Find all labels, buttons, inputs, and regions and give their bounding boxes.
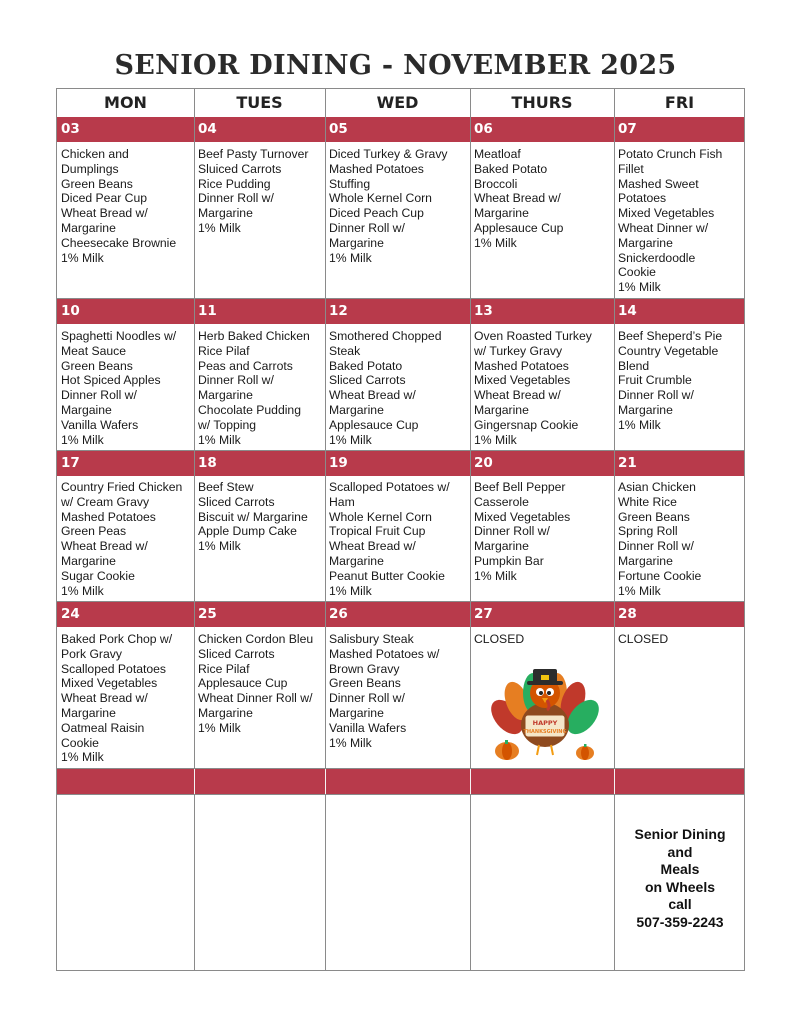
menu-item: Dumplings [61, 161, 119, 176]
menu-item: Margarine [198, 206, 253, 221]
menu-item: Rice Pilaf [198, 343, 250, 358]
menu-item: Chicken Cordon Bleu [198, 632, 314, 646]
closed-label: CLOSED [474, 632, 525, 646]
menu-item: 1% Milk [198, 220, 241, 235]
menu-item: Beef Bell Pepper [474, 480, 566, 494]
contact-line: Meals [660, 861, 700, 878]
menu-item: Margarine [198, 705, 253, 720]
menu-item: Margarine [61, 705, 116, 720]
menu-item: Mashed Potatoes [329, 161, 424, 176]
menu-item: Herb Baked Chicken [198, 329, 310, 343]
menu-item: Wheat Dinner w/ [618, 220, 709, 235]
contact-line: call [668, 896, 692, 913]
menu-item: Country Vegetable [618, 343, 719, 358]
menu-item: Dinner Roll w/ [198, 191, 274, 206]
weekday-header-row [57, 89, 744, 118]
menu-item: Cookie [61, 735, 99, 750]
row-divider [57, 298, 744, 299]
menu-item: Mashed Potatoes w/ [329, 646, 440, 661]
day-number: 12 [329, 303, 348, 319]
day-number: 25 [198, 606, 217, 622]
menu-item: Margarine [198, 388, 253, 403]
menu-item: Spaghetti Noodles w/ [61, 329, 177, 343]
menu-item: Asian Chicken [618, 480, 696, 494]
menu-item: Sliced Carrots [198, 494, 275, 509]
menu-item: Green Beans [61, 358, 133, 373]
contact-line: on Wheels [644, 878, 715, 895]
menu-item: Dinner Roll w/ [618, 388, 694, 403]
menu-item: 1% Milk [198, 539, 241, 554]
menu-item: Mixed Vegetables [618, 206, 715, 221]
menu-item: Diced Peach Cup [329, 206, 424, 221]
menu-item: 1% Milk [329, 432, 372, 447]
turkey-sign-thanksgiving: THANKSGIVING [523, 729, 567, 735]
menu-item: w/ Cream Gravy [61, 494, 150, 509]
date-band-week-2 [57, 299, 744, 324]
menu-item: Country Fried Chicken [61, 480, 183, 494]
day-number: 27 [474, 606, 493, 622]
menu-item: Chicken and [61, 147, 129, 161]
menu-item: Oven Roasted Turkey [474, 329, 592, 343]
menu-cell-nov-05 [329, 147, 448, 265]
weekday-header-tues: TUES [236, 93, 283, 112]
menu-item: Broccoli [474, 176, 518, 191]
menu-item: Margarine [474, 402, 529, 417]
menu-item: Margarine [474, 539, 529, 554]
menu-cell-nov-19 [329, 480, 450, 598]
day-number: 05 [329, 121, 348, 137]
menu-item: Wheat Bread w/ [329, 539, 416, 554]
menu-cell-nov-14 [618, 329, 722, 433]
menu-item: Vanilla Wafers [329, 720, 407, 735]
day-number: 19 [329, 455, 348, 471]
menu-item: Chocolate Pudding [198, 402, 301, 417]
menu-cell-nov-26 [329, 632, 439, 750]
menu-item: Salisbury Steak [329, 632, 414, 646]
day-number: 28 [618, 606, 637, 622]
menu-item: Fruit Crumble [618, 373, 692, 388]
menu-item: Steak [329, 343, 361, 358]
menu-item: Margarine [618, 235, 673, 250]
menu-cell-nov-24 [61, 632, 172, 765]
column-divider [325, 89, 326, 970]
menu-cell-nov-10 [61, 329, 176, 447]
menu-cell-nov-20 [474, 480, 570, 584]
menu-item: Tropical Fruit Cup [329, 524, 426, 539]
menu-item: 1% Milk [474, 568, 517, 583]
band-divider [614, 769, 615, 794]
menu-item: Snickerdoodle [618, 250, 696, 265]
band-divider [194, 769, 195, 794]
menu-item: Sugar Cookie [61, 568, 135, 583]
contact-line: Senior Dining [634, 826, 726, 842]
contact-line: and [667, 843, 693, 860]
menu-item: 1% Milk [618, 417, 661, 432]
menu-cell-nov-07 [618, 147, 722, 295]
menu-item: Margarine [329, 402, 384, 417]
menu-item: Biscuit w/ Margarine [198, 509, 308, 524]
menu-item: Fortune Cookie [618, 568, 702, 583]
menu-item: Meatloaf [474, 147, 521, 161]
menu-item: 1% Milk [474, 432, 517, 447]
menu-item: Baked Potato [474, 161, 548, 176]
menu-item: 1% Milk [198, 432, 241, 447]
menu-item: Dinner Roll w/ [61, 388, 137, 403]
menu-cell-nov-03 [61, 147, 176, 265]
menu-item: Whole Kernel Corn [329, 191, 432, 206]
menu-item: Margarine [329, 235, 384, 250]
row-divider [57, 450, 744, 451]
menu-item: Sliced Carrots [198, 646, 275, 661]
menu-item: Spring Roll [618, 524, 678, 539]
menu-item: Dinner Roll w/ [618, 539, 694, 554]
menu-item: Hot Spiced Apples [61, 373, 161, 388]
menu-item: Margarine [618, 402, 673, 417]
menu-item: 1% Milk [618, 583, 661, 598]
weekday-header-wed: WED [376, 93, 419, 112]
menu-item: Wheat Bread w/ [474, 191, 561, 206]
menu-item: 1% Milk [198, 720, 241, 735]
menu-item: Gingersnap Cookie [474, 417, 579, 432]
menu-item: Smothered Chopped [329, 329, 442, 343]
menu-item: 1% Milk [329, 735, 372, 750]
day-number: 26 [329, 606, 348, 622]
menu-item: Mixed Vegetables [474, 373, 571, 388]
menu-item: Mashed Potatoes [474, 358, 569, 373]
band-divider [325, 769, 326, 794]
menu-item: Oatmeal Raisin [61, 720, 145, 735]
contact-note [615, 826, 745, 932]
menu-item: Margarine [474, 206, 529, 221]
menu-item: Ham [329, 494, 355, 509]
menu-item: Peanut Butter Cookie [329, 568, 445, 583]
menu-item: Vanilla Wafers [61, 417, 139, 432]
menu-item: 1% Milk [329, 583, 372, 598]
day-number: 06 [474, 121, 493, 137]
menu-item: Scalloped Potatoes [61, 661, 167, 676]
menu-item: Cookie [618, 265, 656, 280]
day-number: 24 [61, 606, 80, 622]
menu-item: Applesauce Cup [198, 676, 288, 691]
column-divider [470, 89, 471, 970]
menu-item: 1% Milk [329, 250, 372, 265]
menu-item: Wheat Bread w/ [61, 539, 148, 554]
menu-item: Meat Sauce [61, 343, 127, 358]
menu-item: Dinner Roll w/ [198, 373, 274, 388]
menu-item: Wheat Dinner Roll w/ [198, 691, 313, 706]
thanksgiving-turkey-icon [489, 655, 601, 767]
menu-item: Potatoes [618, 191, 667, 206]
menu-item: Wheat Bread w/ [329, 388, 416, 403]
menu-item: Margaine [61, 402, 112, 417]
menu-item: w/ Topping [198, 417, 257, 432]
menu-item: Casserole [474, 494, 529, 509]
menu-item: Margarine [329, 553, 384, 568]
day-number: 10 [61, 303, 80, 319]
menu-item: Dinner Roll w/ [329, 691, 405, 706]
band-divider [470, 769, 471, 794]
menu-cell-nov-13 [474, 329, 592, 447]
menu-item: Wheat Bread w/ [474, 388, 561, 403]
page-title: SENIOR DINING - NOVEMBER 2025 [114, 50, 677, 81]
menu-item: Margarine [61, 220, 116, 235]
menu-item: Beef Stew [198, 480, 254, 494]
menu-item: Rice Pudding [198, 176, 271, 191]
menu-item: Green Beans [329, 676, 401, 691]
menu-item: Green Beans [618, 509, 690, 524]
menu-item: Scalloped Potatoes w/ [329, 480, 450, 494]
weekday-header-mon: MON [104, 93, 147, 112]
menu-cell-nov-25 [198, 632, 313, 736]
date-band-week-5 [57, 769, 744, 794]
weekday-header-fri: FRI [664, 93, 695, 112]
menu-cell-nov-27 [474, 632, 524, 647]
menu-item: Sliced Carrots [329, 373, 406, 388]
date-band-week-4 [57, 602, 744, 627]
day-number: 14 [618, 303, 637, 319]
menu-cell-nov-06 [474, 147, 563, 251]
menu-item: Margarine [618, 553, 673, 568]
menu-cell-nov-17 [61, 480, 182, 598]
turkey-sign-happy: HAPPY [532, 719, 558, 727]
day-number: 11 [198, 303, 217, 319]
menu-item: Whole Kernel Corn [329, 509, 432, 524]
menu-item: Potato Crunch Fish [618, 147, 723, 161]
menu-item: Stuffing [329, 176, 371, 191]
day-number: 21 [618, 455, 637, 471]
menu-item: Apple Dump Cake [198, 524, 297, 539]
menu-item: Diced Pear Cup [61, 191, 148, 206]
row-divider [57, 768, 744, 769]
menu-item: Peas and Carrots [198, 358, 293, 373]
menu-cell-nov-28 [618, 632, 668, 647]
menu-item: Dinner Roll w/ [474, 524, 550, 539]
menu-item: Pork Gravy [61, 646, 122, 661]
day-number: 20 [474, 455, 493, 471]
menu-item: 1% Milk [618, 280, 661, 295]
menu-item: Green Peas [61, 524, 127, 539]
menu-item: Mixed Vegetables [61, 676, 158, 691]
date-band-week-1 [57, 117, 744, 142]
menu-item: Mashed Potatoes [61, 509, 156, 524]
menu-item: w/ Turkey Gravy [474, 343, 563, 358]
menu-item: Baked Pork Chop w/ [61, 632, 173, 646]
menu-item: Sluiced Carrots [198, 161, 282, 176]
menu-item: Mashed Sweet [618, 176, 699, 191]
day-number: 07 [618, 121, 637, 137]
day-number: 13 [474, 303, 493, 319]
menu-item: Wheat Bread w/ [61, 206, 148, 221]
row-divider [57, 794, 744, 795]
menu-cell-nov-18 [198, 480, 308, 554]
contact-phone: 507-359-2243 [636, 913, 724, 930]
date-band-week-3 [57, 451, 744, 476]
day-number: 04 [198, 121, 217, 137]
menu-item: Pumpkin Bar [474, 553, 544, 568]
menu-item: Diced Turkey & Gravy [329, 147, 448, 161]
menu-item: Applesauce Cup [474, 220, 564, 235]
menu-item: 1% Milk [61, 432, 104, 447]
menu-item: Margarine [61, 553, 116, 568]
menu-cell-nov-21 [618, 480, 701, 598]
column-divider [194, 89, 195, 970]
closed-label: CLOSED [618, 632, 669, 646]
menu-item: Baked Potato [329, 358, 403, 373]
menu-item: 1% Milk [61, 250, 104, 265]
menu-item: Rice Pilaf [198, 661, 250, 676]
weekday-header-thurs: THURS [511, 93, 573, 112]
day-number: 03 [61, 121, 80, 137]
pumpkin-icon [495, 740, 519, 760]
menu-item: 1% Milk [61, 583, 104, 598]
day-number: 18 [198, 455, 217, 471]
day-number: 17 [61, 455, 80, 471]
menu-cell-nov-12 [329, 329, 441, 447]
menu-item: Cheesecake Brownie [61, 235, 177, 250]
menu-item: Blend [618, 358, 650, 373]
menu-calendar [56, 88, 745, 971]
menu-cell-nov-11 [198, 329, 310, 447]
menu-item: Beef Sheperd’s Pie [618, 329, 723, 343]
row-divider [57, 601, 744, 602]
menu-item: Applesauce Cup [329, 417, 419, 432]
menu-item: Brown Gravy [329, 661, 400, 676]
menu-item: Wheat Bread w/ [61, 691, 148, 706]
menu-item: Dinner Roll w/ [329, 220, 405, 235]
menu-item: Margarine [329, 705, 384, 720]
menu-item: 1% Milk [474, 235, 517, 250]
menu-item: Mixed Vegetables [474, 509, 571, 524]
menu-item: Beef Pasty Turnover [198, 147, 309, 161]
menu-cell-nov-04 [198, 147, 308, 236]
pumpkin-icon [576, 744, 594, 760]
menu-item: Fillet [618, 161, 644, 176]
menu-item: Green Beans [61, 176, 133, 191]
menu-item: White Rice [618, 494, 677, 509]
menu-item: 1% Milk [61, 750, 104, 765]
